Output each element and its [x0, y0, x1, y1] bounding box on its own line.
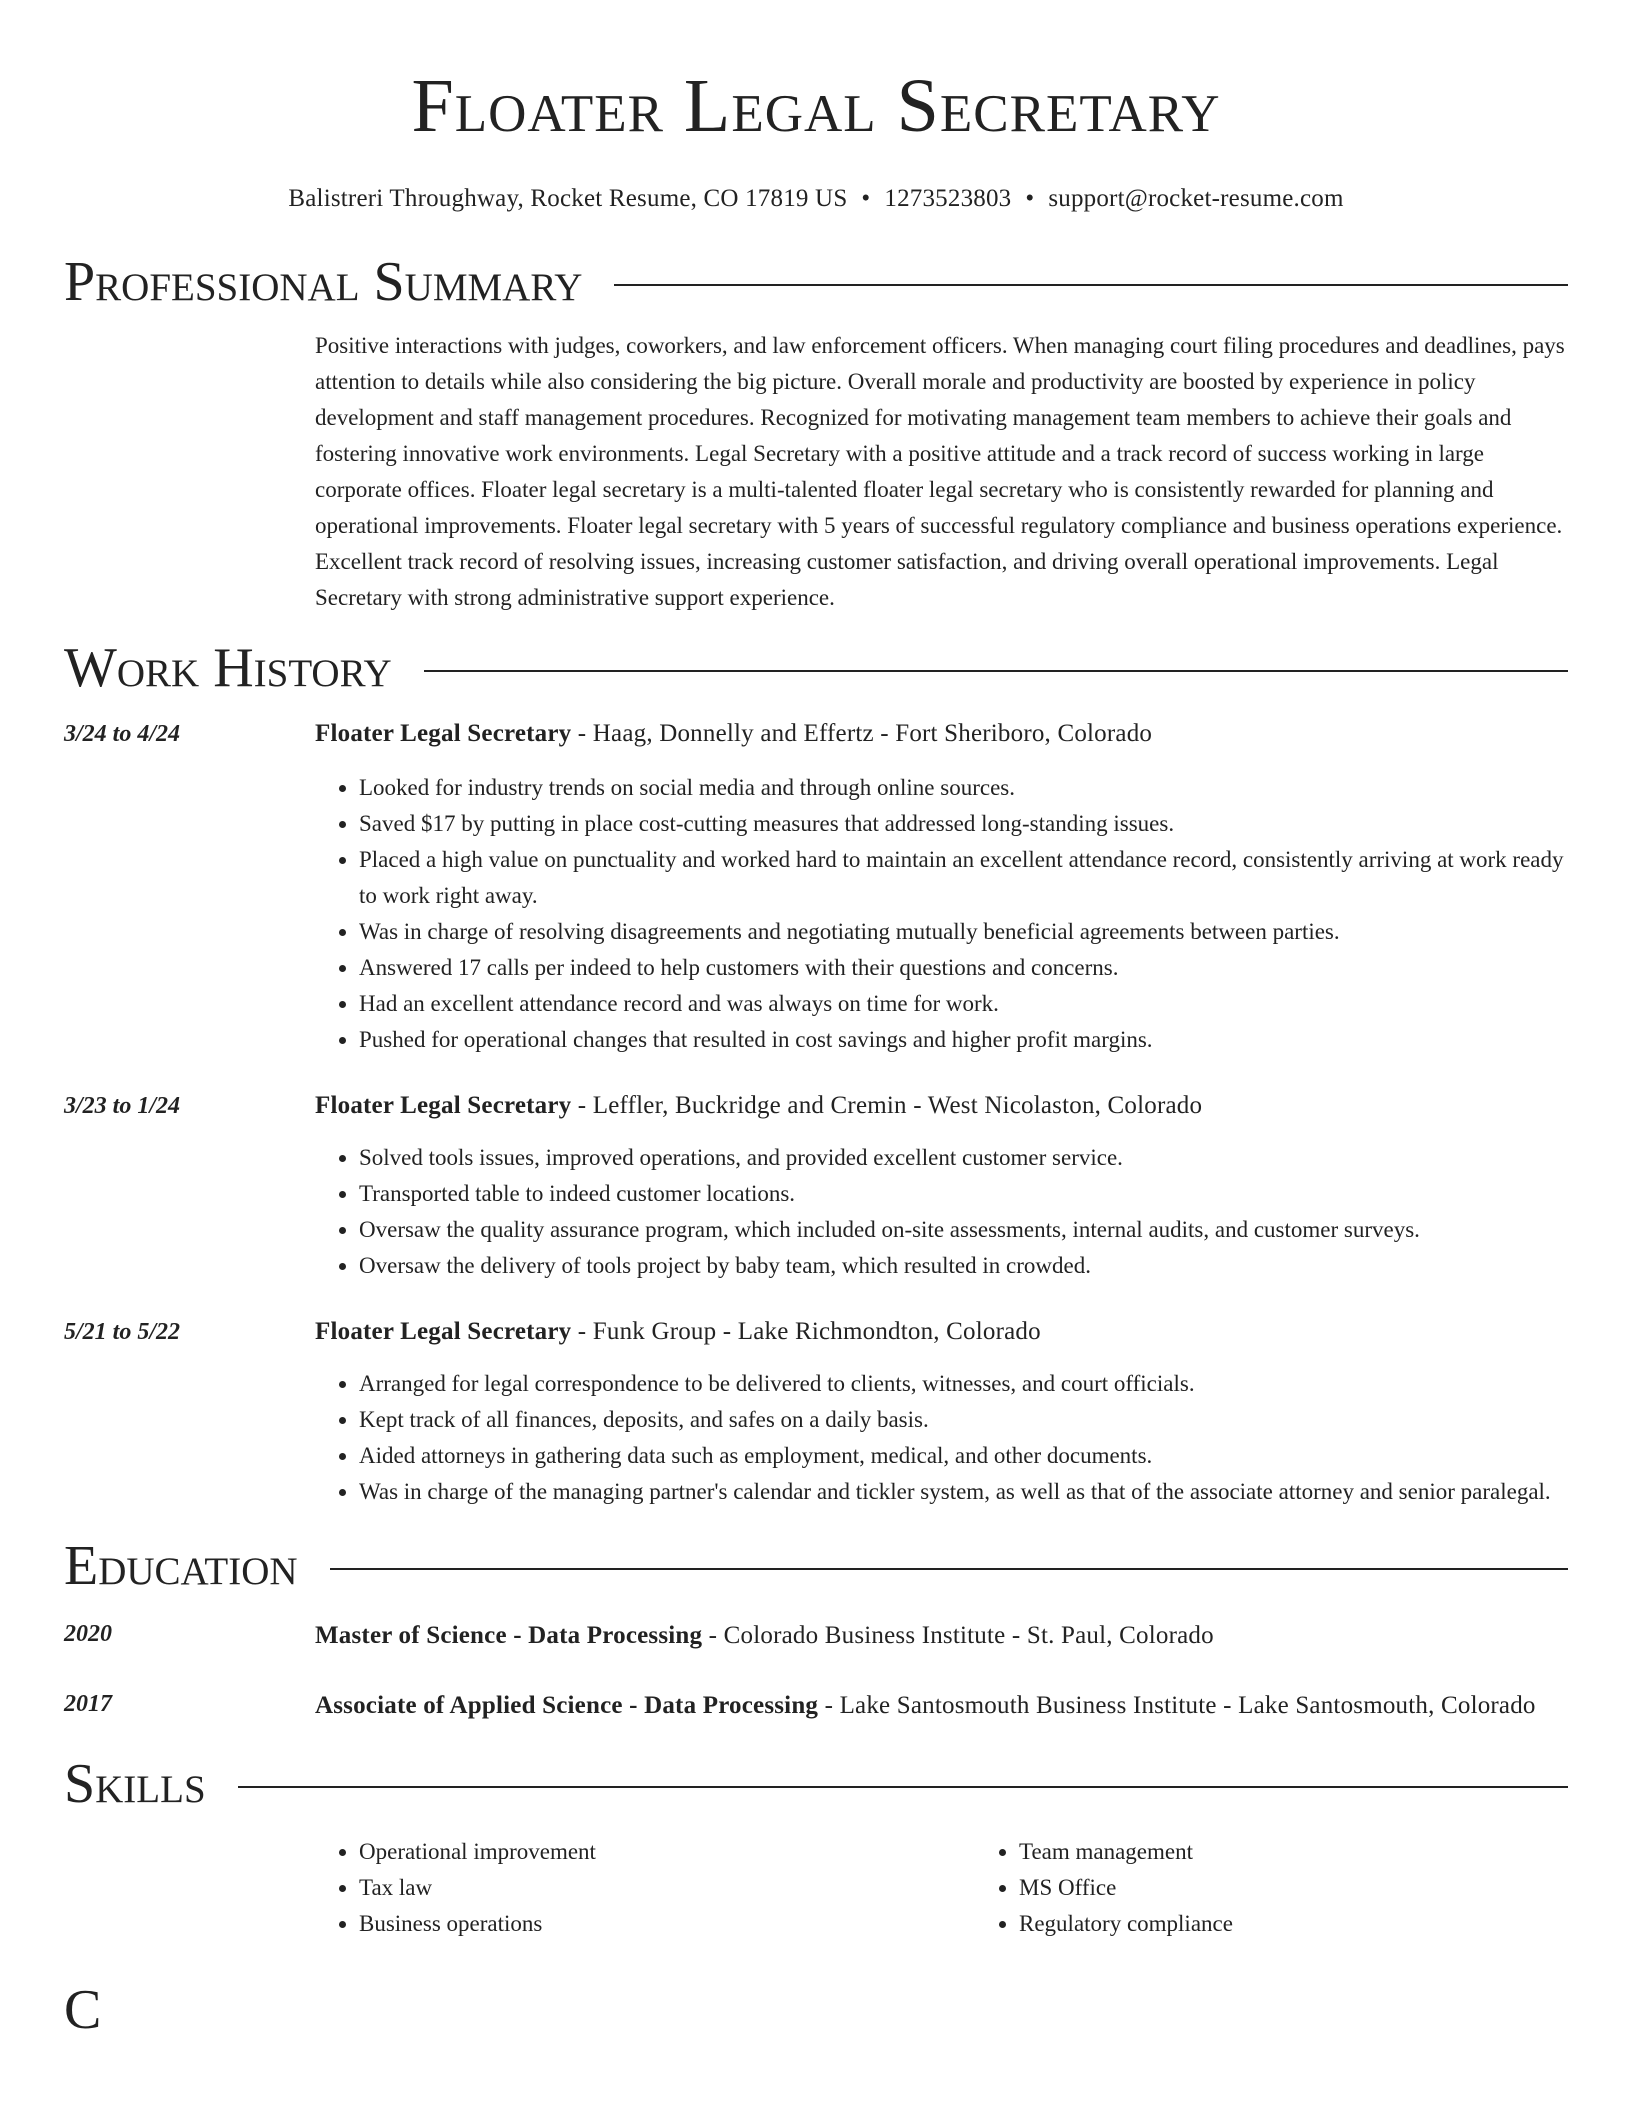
skill-item: • Business operations — [359, 1906, 975, 1942]
list-item: • Oversaw the delivery of tools project by baby team, which resulted in crowded. — [359, 1248, 1568, 1284]
skill-item: • Regulatory compliance — [1019, 1906, 1632, 1942]
job-employer: - Haag, Donnelly and Effertz - Fort Sheriboro, Colorado — [571, 720, 1153, 747]
education-date: 2017 — [64, 1691, 112, 1717]
section-heading-skills — [64, 1752, 1568, 1816]
job-date: 3/24 to 4/24 — [64, 721, 181, 747]
list-item: • Arranged for legal correspondence to be delivered to clients, witnesses, and court officials. — [359, 1366, 1568, 1402]
job-role: Floater Legal Secretary — [315, 1318, 572, 1345]
resume-page — [64, 0, 1568, 2042]
contact-line — [64, 182, 1568, 216]
section-title: Work History — [64, 637, 392, 699]
skills-column-right — [975, 1834, 1632, 1942]
skills-list — [315, 1834, 1568, 1942]
list-item: • Placed a high value on punctuality and worked hard to maintain an excellent attendance record, consistently arriving at work ready to work right away. — [359, 842, 1568, 914]
job-role: Floater Legal Secretary — [315, 1092, 572, 1119]
job-bullets — [315, 770, 1568, 1058]
separator: • — [1025, 185, 1035, 212]
list-item: • Saved $17 by putting in place cost-cutting measures that addressed long-standing issues. — [359, 806, 1568, 842]
education-heading — [315, 1686, 1568, 1726]
address: Balistreri Throughway, Rocket Resume, CO 17819 US — [288, 185, 848, 212]
phone: 1273523803 — [884, 185, 1012, 212]
skill-item: • Tax law — [359, 1870, 975, 1906]
summary-block — [315, 328, 1568, 616]
list-item: • Answered 17 calls per indeed to help customers with their questions and concerns. — [359, 950, 1568, 986]
summary-text: Positive interactions with judges, coworkers, and law enforcement officers. When managing court filing procedures and deadlines, pays attention to details while also considering the big picture. Overall morale and productivity are boosted by experience in policy development and staff management procedures. Recognized for motivating management team members to achieve their goals and fostering innovative work environments. Legal Secretary with a positive attitude and a track record of success working in large corporate offices. Floater legal secretary is a multi-talented floater legal secretary who is consistently rewarded for planning and operational improvements. Floater legal secretary with 5 years of successful regulatory compliance and business operations experience. Excellent track record of resolving issues, increasing customer satisfaction, and driving overall operational improvements. Legal Secretary with strong administrative support experience. — [315, 333, 1565, 610]
section-title: Skills — [64, 1753, 206, 1815]
list-item: • Was in charge of the managing partner's calendar and tickler system, as well as that of the associate attorney and senior paralegal. — [359, 1474, 1568, 1510]
education-date: 2020 — [64, 1621, 112, 1647]
candidate-name: Floater Legal Secretary — [411, 64, 1221, 148]
section-heading-summary — [64, 250, 1568, 314]
list-item: • Transported table to indeed customer locations. — [359, 1176, 1568, 1212]
institution: - Colorado Business Institute - St. Paul, Colorado — [702, 1622, 1214, 1649]
job-heading — [315, 1314, 1568, 1350]
section-title: Education — [64, 1535, 298, 1597]
section-rule — [614, 284, 1568, 286]
job-date: 3/23 to 1/24 — [64, 1093, 181, 1119]
list-item: • Solved tools issues, improved operations, and provided excellent customer service. — [359, 1140, 1568, 1176]
skill-item: • Team management — [1019, 1834, 1632, 1870]
degree: Master of Science - Data Processing — [315, 1622, 703, 1649]
next-section-heading-partial: C — [64, 1979, 102, 2041]
education-entry — [64, 1686, 1568, 1726]
job-entry — [64, 1088, 1568, 1284]
list-item: • Oversaw the quality assurance program, which included on-site assessments, internal audits, and customer surveys. — [359, 1212, 1568, 1248]
institution: - Lake Santosmouth Business Institute - Lake Santosmouth, Colorado — [818, 1692, 1536, 1719]
email: support@rocket-resume.com — [1048, 185, 1344, 212]
list-item: • Had an excellent attendance record and was always on time for work. — [359, 986, 1568, 1022]
list-item: • Was in charge of resolving disagreements and negotiating mutually beneficial agreements between parties. — [359, 914, 1568, 950]
skills-column-left — [315, 1834, 975, 1942]
job-entry — [64, 716, 1568, 1058]
section-heading-work-history — [64, 636, 1568, 700]
job-bullets — [315, 1140, 1568, 1284]
skill-item: • Operational improvement — [359, 1834, 975, 1870]
education-heading — [315, 1616, 1568, 1656]
list-item: • Kept track of all finances, deposits, and safes on a daily basis. — [359, 1402, 1568, 1438]
job-bullets — [315, 1366, 1568, 1510]
job-heading — [315, 716, 1568, 752]
job-employer: - Leffler, Buckridge and Cremin - West Nicolaston, Colorado — [571, 1092, 1203, 1119]
list-item: • Aided attorneys in gathering data such as employment, medical, and other documents. — [359, 1438, 1568, 1474]
education-entry — [64, 1616, 1568, 1656]
list-item: • Looked for industry trends on social media and through online sources. — [359, 770, 1568, 806]
section-rule — [330, 1568, 1568, 1570]
section-title: Professional Summary — [64, 251, 583, 313]
separator: • — [861, 185, 871, 212]
job-employer: - Funk Group - Lake Richmondton, Colorado — [571, 1318, 1041, 1345]
skill-item: • MS Office — [1019, 1870, 1632, 1906]
section-heading-education — [64, 1534, 1568, 1598]
job-role: Floater Legal Secretary — [315, 720, 572, 747]
job-date: 5/21 to 5/22 — [64, 1319, 181, 1345]
section-rule — [238, 1786, 1568, 1788]
list-item: • Pushed for operational changes that resulted in cost savings and higher profit margins. — [359, 1022, 1568, 1058]
degree: Associate of Applied Science - Data Processing — [315, 1692, 819, 1719]
section-rule — [424, 670, 1568, 672]
job-entry — [64, 1314, 1568, 1510]
job-heading — [315, 1088, 1568, 1124]
